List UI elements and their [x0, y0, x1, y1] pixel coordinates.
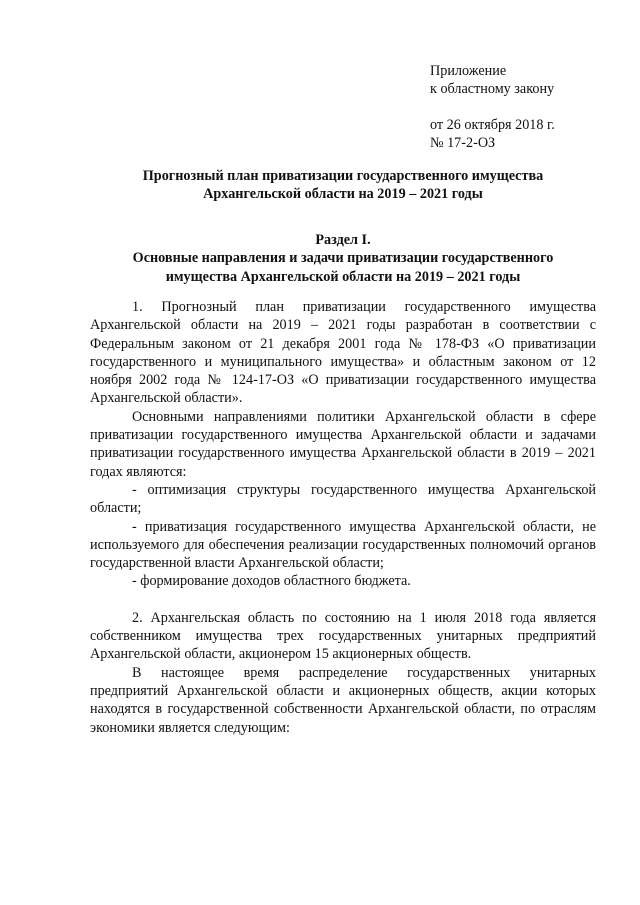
body-text — [90, 298, 596, 737]
document-title-line-1: Прогнозный план приватизации государственного имущества — [142, 168, 544, 184]
appendix-number: № 17-2-ОЗ — [430, 134, 496, 151]
paragraph-1: 1. Прогнозный план приватизации государственного имущества Архангельской области на 2019 – 2021 годы разработан в соответствии с Федеральным законом от 21 декабря 2001 года № 178-ФЗ «О приватизации государственного и муниципального имущества» и областным законом от 12 ноября 2002 года № 124-17-ОЗ «О приватизации государственного имущества Архангельской области». — [90, 299, 596, 407]
paragraph-4: В настоящее время распределение государственных унитарных предприятий Архангельской области и акционерных обществ, акции которых находятся в государственной собственности Архангельской области, по отраслям экономики является следующим: — [90, 664, 596, 736]
appendix-note — [430, 62, 630, 152]
list-item-3: - формирование доходов областного бюджета. — [132, 573, 411, 590]
list-item-2: - приватизация государственного имущества Архангельской области, не используемого для обеспечения реализации государственных полномочий органов государственной власти Архангельской области; — [90, 518, 596, 572]
appendix-date: от 26 октября 2018 г. — [430, 116, 555, 133]
appendix-line-1: Приложение — [430, 63, 507, 79]
section-label: Раздел I. — [315, 232, 371, 248]
section-title-line-1: Основные направления и задачи приватизации государственного — [132, 250, 554, 267]
document-title-line-2: Архангельской области на 2019 – 2021 годы — [203, 186, 483, 203]
appendix-spacer — [430, 99, 630, 116]
document-title — [90, 167, 596, 204]
section-heading — [90, 231, 596, 286]
paragraph-3: 2. Архангельская область по состоянию на 1 июля 2018 года является собственником имущества трех государственных унитарных предприятий Архангельской области, акционером 15 акционерных обществ. — [90, 609, 596, 663]
section-title-line-2: имущества Архангельской области на 2019 – 2021 годы — [165, 268, 521, 285]
appendix-line-2: к областному закону — [430, 81, 555, 98]
paragraph-2: Основными направлениями политики Архангельской области в сфере приватизации государственного имущества Архангельской области и задачами приватизации государственного имущества Архангельской области в 2019 – 2021 годах являются: — [90, 408, 596, 480]
list-item-1: - оптимизация структуры государственного имущества Архангельской области; — [90, 481, 596, 517]
